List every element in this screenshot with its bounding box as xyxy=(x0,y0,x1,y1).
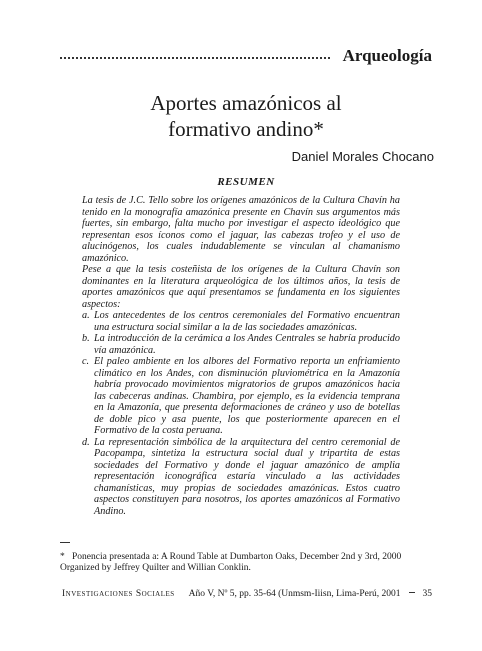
author-name: Daniel Morales Chocano xyxy=(291,149,434,164)
footer-rule xyxy=(409,592,415,593)
list-item-text: El paleo ambiente en los albores del Formativo reporta un enfriamiento climático en los Andes, con disminución pluviométrica en la Amazonía habría provocado movimientos migratorios de grupos amazónicos hacia las cabeceras andinas. Chambira, por ejemplo, es la evidencia temprana en la Amazonía, que presenta deformaciones de cráneo y uso de botellas de doble pico y asa puente, los que posteriormente aparecen en el Formativo de la costa peruana. xyxy=(94,356,400,436)
list-item xyxy=(82,333,400,356)
running-header xyxy=(60,46,432,66)
journal-name: Investigaciones Sociales xyxy=(62,589,175,599)
list-item xyxy=(82,310,400,333)
title-line-2: formativo andino* xyxy=(168,117,324,141)
list-item-text: Los antecedentes de los centros ceremoniales del Formativo encuentran una estructura social similar a la de las sociedades amazónicas. xyxy=(94,310,400,333)
abstract-body xyxy=(82,195,400,517)
list-item-letter: c. xyxy=(82,356,90,367)
footnote xyxy=(60,552,432,574)
footnote-text: Ponencia presentada a: A Round Table at Dumbarton Oaks, December 2nd y 3rd, 2000 Organized by Jeffrey Quilter and Willian Conklin. xyxy=(60,552,402,573)
list-item-text: La introducción de la cerámica a los Andes Centrales se habría producido vía amazónica. xyxy=(94,333,400,356)
list-item xyxy=(82,356,400,437)
footnote-rule xyxy=(60,542,70,543)
title-line-1: Aportes amazónicos al xyxy=(150,91,342,115)
section-name: Arqueología xyxy=(342,46,432,65)
abstract-list xyxy=(82,310,400,517)
list-item-letter: d. xyxy=(82,436,90,448)
abstract-paragraph-2: Pese a que la tesis costeñista de los orígenes de la Cultura Chavín son dominantes en la literatura arqueológica de los últimos años, la tesis de aportes amazónicos que aquí presentamos se fundamenta en los siguientes aspectos: xyxy=(82,264,400,310)
header-dotted-rule xyxy=(60,57,330,59)
page-number: 35 xyxy=(422,589,432,599)
list-item-letter: a. xyxy=(82,310,90,321)
article-title xyxy=(60,90,432,142)
citation: Año V, Nº 5, pp. 35-64 (Unmsm-Iiisn, Lima-Perú, 2001 xyxy=(188,589,401,599)
footnote-mark: * xyxy=(60,552,65,562)
list-item xyxy=(82,437,400,518)
abstract-heading: RESUMEN xyxy=(217,176,275,188)
page-footer xyxy=(62,589,432,599)
abstract-paragraph-1: La tesis de J.C. Tello sobre los orígenes amazónicos de la Cultura Chavín ha tenido en la monografía amazónica presente en Chavín sus argumentos más fuertes, sin embargo, falta mucho por investigar el aspecto ideológico que representan esos íconos como el jaguar, las cabezas trofeo y el uso de alucinógenos, los cuales indudablemente se vinculan al chamanismo amazónico. xyxy=(82,195,400,264)
list-item-text: La representación simbólica de la arquitectura del centro ceremonial de Pacopampa, sintetiza la estructura social dual y tripartita de estas sociedades del Formativo y donde el jaguar amazónico de amplia representación iconográfica estaría vinculado a las actividades chamanísticas, muy propias de sociedades amazónicas. Estos cuatro aspectos constituyen para nosotros, los aportes amazónicos al Formativo Andino. xyxy=(94,436,400,517)
list-item-letter: b. xyxy=(82,333,90,344)
